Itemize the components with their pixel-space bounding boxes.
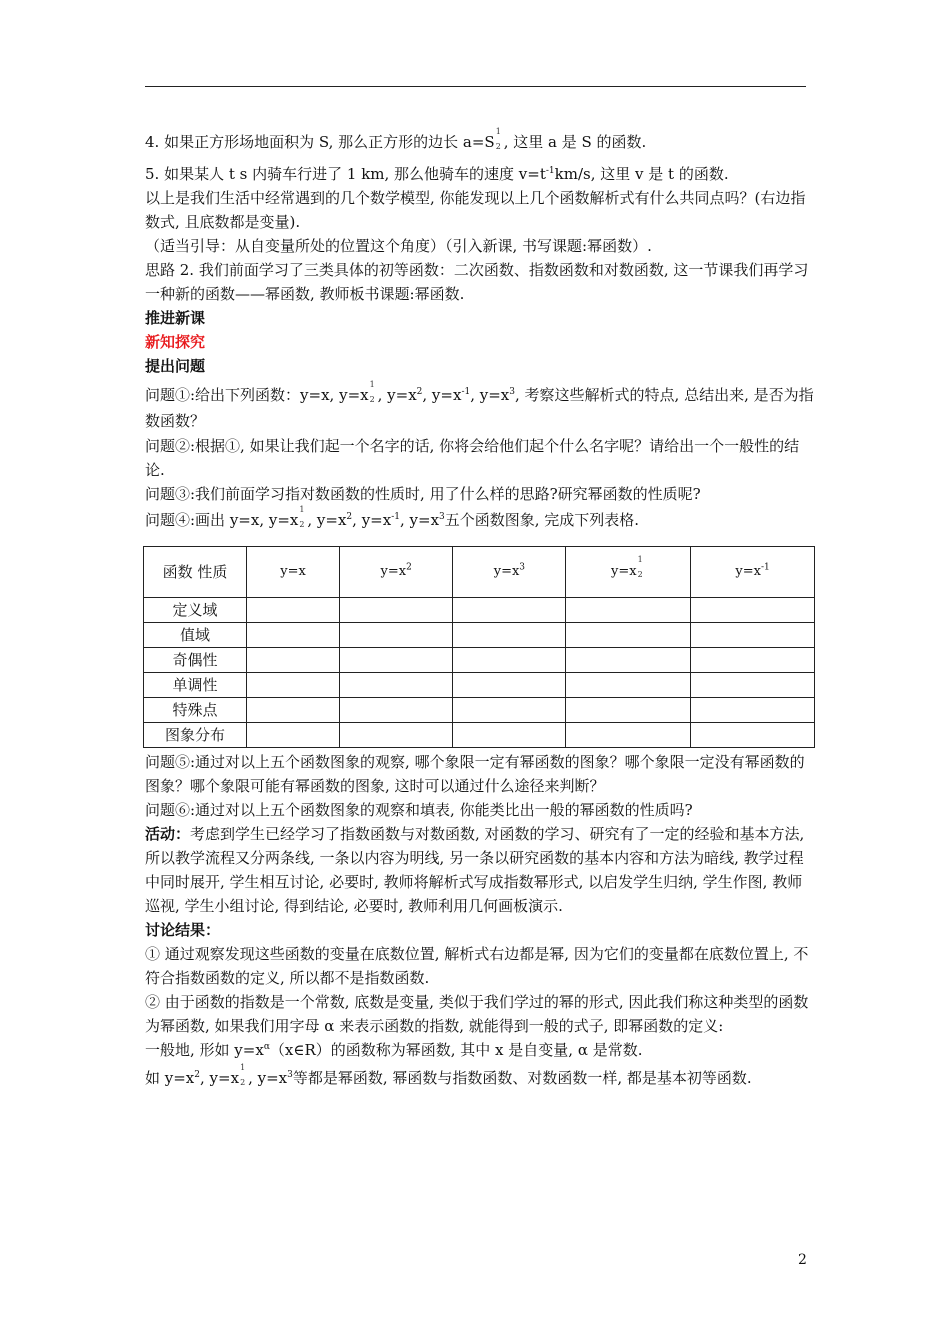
question-1: 问题①:给出下列函数：y=x, y=x 1 2 , $y=x^2$, $y=x^{-1}$, $y=x^3$, 考察这些解析式的特点, 总结出来, 是否为指数函数？ [145, 380, 814, 430]
row-label: 图象分布 [144, 723, 247, 748]
table-row [144, 698, 815, 723]
examples: 如 $y=x^2$, y=x 1 2 , $y=x^3$等都是幂函数, 幂函数与指数函数、对数函数一样, 都是基本初等函数. [145, 1063, 752, 1087]
table-row [144, 648, 815, 673]
heading-advance: 推进新课 [145, 309, 206, 327]
table-row [144, 623, 815, 648]
col-header: $y=x^2$ [340, 547, 453, 598]
question-3: 问题③:我们前面学习指对数函数的性质时, 用了什么样的思路?研究幂函数的性质呢? [145, 485, 701, 503]
definition: 一般地, 形如 $y=x^\alpha(x\in R)$的函数称为幂函数, 其中 x 是自变量, α 是常数. [145, 1041, 643, 1059]
table-row [144, 673, 815, 698]
activity: 活动：考虑到学生已经学习了指数函数与对数函数, 对函数的学习、研究有了一定的经验和基本方法, 所以教学流程又分两条线, 一条以内容为明线, 另一条以研究函数的基本内容和方法为暗线, 教学过程中同时展开, 学生相互讨论, 必要时, 教师将解析式写成指数幂形式, 以启发学生归纳, 学生作图, 教师巡视, 学生小组讨论, 得到结论, 必要时, 教师利用几何画板演示. [145, 825, 805, 915]
header-rule [145, 86, 806, 87]
row-label: 奇偶性 [144, 648, 247, 673]
col-header: y=x [247, 547, 340, 598]
col-header: y=x 1 2 [566, 547, 691, 598]
row-label: 定义域 [144, 598, 247, 623]
page-body [145, 127, 815, 1090]
result-heading: 讨论结果： [145, 921, 221, 939]
row-label: 特殊点 [144, 698, 247, 723]
row-label: 值域 [144, 623, 247, 648]
idea-2: 思路 2. 我们前面学习了三类具体的初等函数：二次函数、指数函数和对数函数, 这一节课我们再学习一种新的函数——幂函数, 教师板书课题:幂函数. [145, 261, 809, 303]
item-4: 4. 如果正方形场地面积为 S, 那么正方形的边长 a=S 1 2 , 这里 a 是 S 的函数. [145, 127, 647, 151]
table-row [144, 598, 815, 623]
heading-questions: 提出问题 [145, 357, 206, 375]
question-4: 问题④:画出 y=x, y=x 1 2 , $y=x^2$, $y=x^{-1}$, $y=x^3$五个函数图象, 完成下列表格. [145, 505, 640, 529]
half-exponent: 1 2 [495, 127, 501, 151]
col-header: $y=x^3$ [453, 547, 566, 598]
question-2: 问题②:根据①, 如果让我们起一个名字的话, 你将会给他们起个什么名字呢？请给出一个一般性的结论. [145, 437, 800, 479]
table-row [144, 723, 815, 748]
heading-explore: 新知探究 [145, 333, 206, 351]
question-6: 问题⑥:通过对以上五个函数图象的观察和填表, 你能类比出一般的幂函数的性质吗? [145, 801, 693, 819]
table-corner-header: 函数 性质 [144, 547, 247, 598]
page-number: 2 [798, 1252, 807, 1268]
hint-text: （适当引导：从自变量所处的位置这个角度）（引入新课, 书写课题:幂函数）. [145, 237, 652, 255]
result-1: ① 通过观察发现这些函数的变量在底数位置, 解析式右边都是幂, 因为它们的变量都在底数位置上, 不符合指数函数的定义, 所以都不是指数函数. [145, 945, 809, 987]
row-label: 单调性 [144, 673, 247, 698]
question-5: 问题⑤:通过对以上五个函数图象的观察, 哪个象限一定有幂函数的图象？哪个象限一定没有幂函数的图象？哪个象限可能有幂函数的图象, 这时可以通过什么途径来判断？ [145, 753, 805, 795]
result-2: ② 由于函数的指数是一个常数, 底数是变量, 类似于我们学过的幂的形式, 因此我们称这种类型的函数为幂函数, 如果我们用字母 α 来表示函数的指数, 就能得到一般的式子, 即幂函数的定义: [145, 993, 809, 1035]
summary-text: 以上是我们生活中经常遇到的几个数学模型, 你能发现以上几个函数解析式有什么共同点吗？(右边指数式, 且底数都是变量). [145, 189, 806, 231]
col-header: $y=x^{-1}$ [691, 547, 815, 598]
properties-table [143, 546, 815, 748]
item-5: 5. 如果某人 t s 内骑车行进了 1 km, 那么他骑车的速度 $v=t^{-1}km/s$, 这里 v 是 t 的函数. [145, 165, 729, 183]
